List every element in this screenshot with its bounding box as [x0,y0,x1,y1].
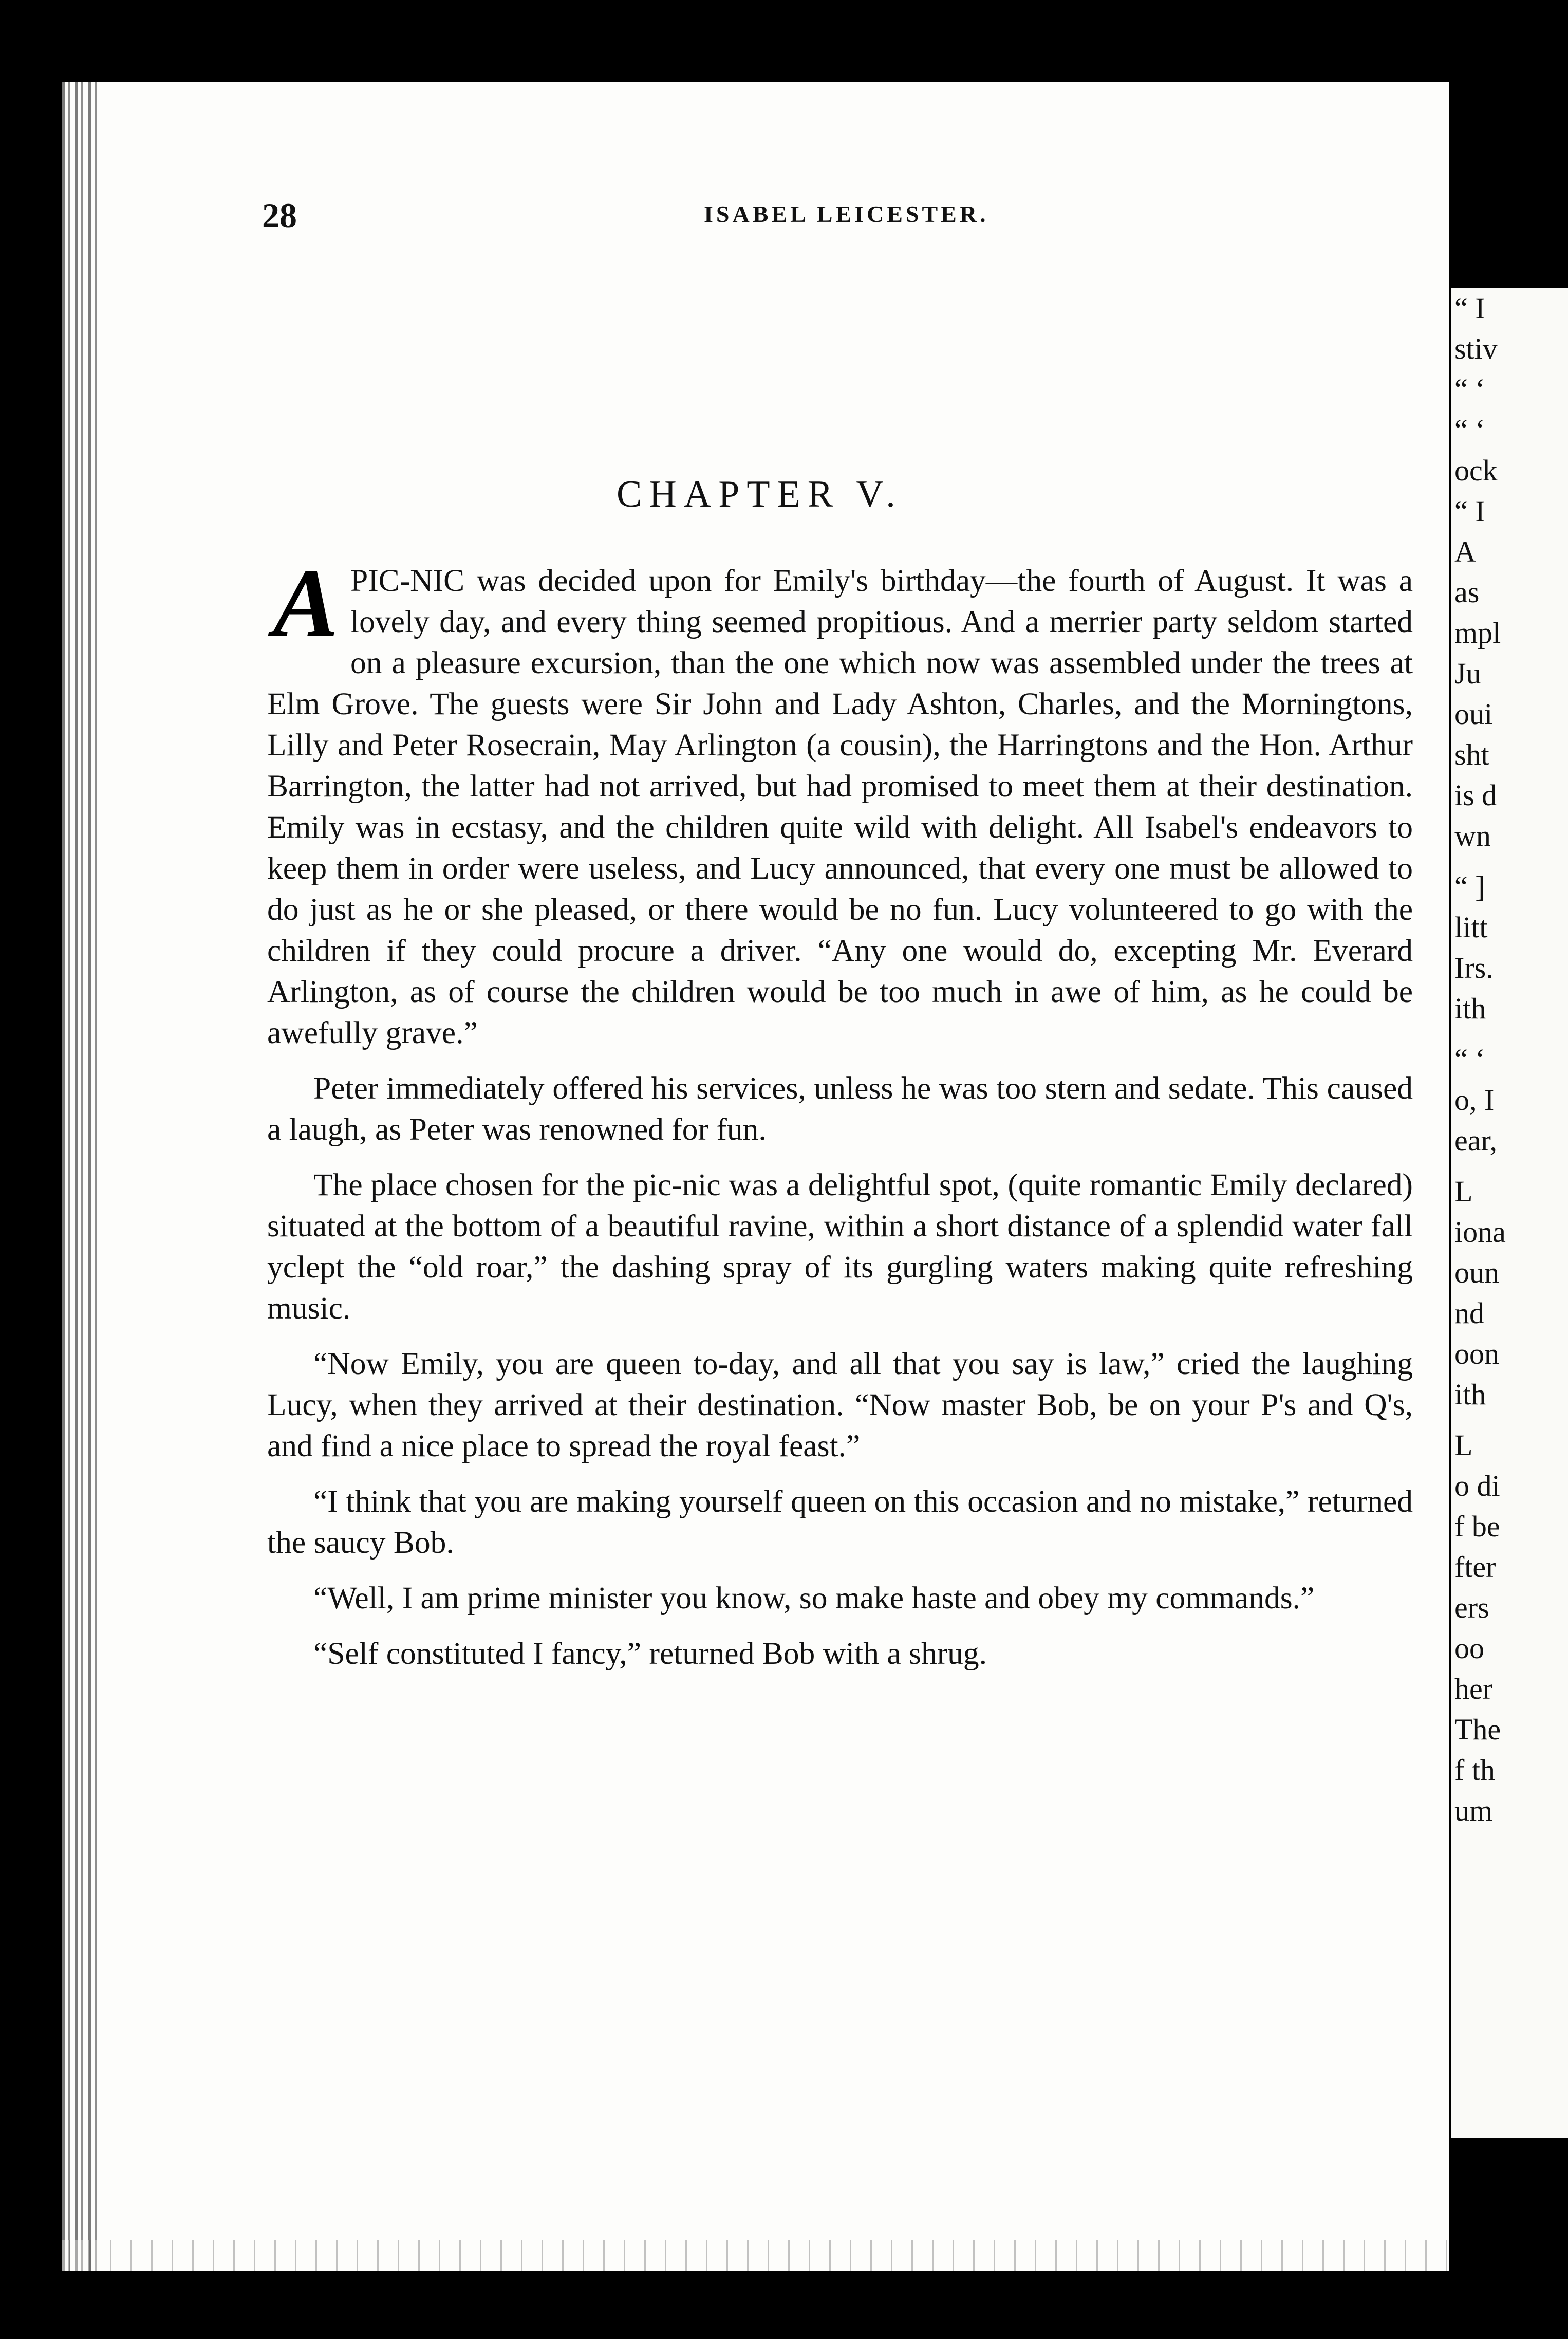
neighbor-page-fragment: iona [1454,1215,1506,1249]
running-title: ISABEL LEICESTER. [704,201,989,227]
paragraph: Peter immediately offered his services, unless he was too stern and sedate. This caused a laugh, as Peter was renowned for fun. [267,1071,1413,1147]
paragraph: “I think that you are making yourself queen on this occasion and no mistake,” returned the saucy Bob. [267,1484,1413,1560]
neighbor-page-fragment: “ ‘ [1454,1043,1485,1076]
neighbor-page-fragment: ith [1454,992,1486,1025]
neighbor-page-fragment: o, I [1454,1083,1495,1117]
neighbor-page-fragment: oui [1454,697,1493,731]
paragraph: “Now Emily, you are queen to-day, and all that you say is law,” cried the laughing Lucy, when they arrived at their destination. “Now master Bob, be on your P's and Q's, and find a nice place to spread the royal feast.” [267,1346,1413,1463]
neighbor-page-fragment: “ I [1454,494,1485,528]
neighbor-page-fragment: ear, [1454,1124,1497,1157]
neighbor-page-fragment: ock [1454,454,1498,487]
neighbor-page-fragment: The [1454,1713,1501,1746]
neighbor-page-fragment [1451,1029,1568,1039]
neighbor-page-fragment: wn [1454,819,1491,852]
neighbor-page-fragment: her [1454,1672,1493,1705]
neighbor-page-fragment: oon [1454,1337,1499,1370]
neighbor-page-fragment [1451,1415,1568,1425]
paragraph: “Self constituted I fancy,” returned Bob with a shrug. [313,1636,987,1671]
neighbor-page-fragment: o di [1454,1469,1500,1502]
neighbor-page-fragment: ers [1454,1591,1489,1624]
neighbor-page-fragment: A [1454,535,1476,568]
neighbor-page-fragment: um [1454,1794,1493,1827]
neighbor-page-fragment: nd [1454,1296,1484,1330]
neighbor-page-fragment: as [1454,576,1480,609]
chapter-heading: CHAPTER V. [617,473,903,515]
neighbor-page-fragment: ith [1454,1378,1486,1411]
neighbor-page-fragment: “ I [1454,291,1485,325]
neighbor-page-fragment [1451,856,1568,866]
neighbor-page-fragment [1451,1161,1568,1171]
chapter-body [267,549,1413,1688]
paragraph [267,549,1413,1053]
neighbor-page-fragment: is d [1454,778,1497,812]
running-head [262,195,1392,236]
neighbor-page-fragment: Ju [1454,657,1481,690]
drop-cap-initial: A [273,549,339,657]
paragraph: “Well, I am prime minister you know, so make haste and obey my commands.” [313,1581,1315,1616]
page-number: 28 [262,196,297,235]
paragraph: The place chosen for the pic-nic was a delightful spot, (quite romantic Emily declared) situated at the bottom of a beautiful ravine, within a short distance of a splendid water fall yclept the “old roar,” the dashing spray of its gurgling waters making quite refreshing music. [267,1167,1413,1326]
page-bottom-edge [62,2240,1449,2271]
neighbor-page-fragment: oun [1454,1256,1499,1289]
neighbor-page-fragment: L [1454,1428,1473,1462]
neighbor-page-fragment: “ ‘ [1454,373,1485,406]
book-binding-edge [62,82,98,2271]
neighbor-page-fragment: stiv [1454,332,1498,365]
neighbor-page-fragment: L [1454,1175,1473,1208]
neighbor-page-edge [1451,288,1568,2138]
neighbor-page-fragment: “ ] [1454,870,1485,903]
neighbor-page-fragment: mpl [1454,616,1501,649]
neighbor-page-fragment: Irs. [1454,951,1494,985]
neighbor-page-fragment: f be [1454,1510,1500,1543]
neighbor-page-fragment: litt [1454,911,1488,944]
neighbor-page-fragment: “ ‘ [1454,413,1485,447]
neighbor-page-fragment: sht [1454,738,1489,771]
paragraph-text: PIC-NIC was decided upon for Emily's birthday—the fourth of August. It was a lovely day, and every thing seemed propitious. And a merrier party seldom started on a pleasure excursion, than the one which now was assembled under the trees at Elm Grove. The guests were Sir John and Lady Ashton, Charles, and the Morningtons, Lilly and Peter Rosecrain, May Arlington (a cousin), the Harringtons and the Hon. Arthur Barrington, the latter had not arrived, but had promised to meet them at their destination. Emily was in ecstasy, and the children quite wild with delight. All Isabel's endeavors to keep them in order were useless, and Lucy announced, that every one must be allowed to do just as he or she pleased, or there would be no fun. Lucy volunteered to go with the children if they could procure a driver. “Any one would do, excepting Mr. Everard Arlington, as of course the children would be too much in awe of him, as he could be awefully grave.” [267,563,1413,1050]
neighbor-page-fragment: f th [1454,1753,1495,1787]
neighbor-page-fragment: oo [1454,1631,1484,1665]
neighbor-page-fragment: fter [1454,1550,1496,1584]
